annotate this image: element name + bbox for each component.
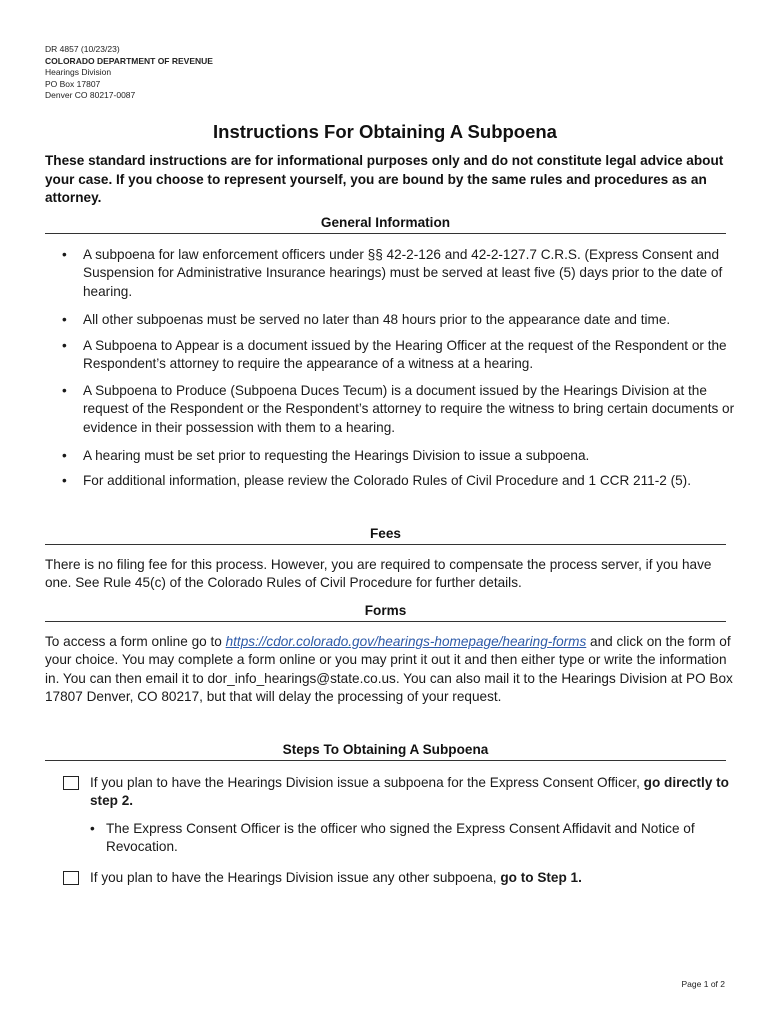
form-header bbox=[45, 44, 213, 102]
form-id: DR 4857 (10/23/23) bbox=[45, 44, 120, 54]
po-box: PO Box 17807 bbox=[45, 78, 101, 89]
bullet-icon: • bbox=[62, 247, 67, 262]
page-number: Page 1 of 2 bbox=[681, 979, 725, 989]
list-item: • All other subpoenas must be served no later than 48 hours prior to the appearance date and time. bbox=[45, 311, 735, 329]
list-item: • A hearing must be set prior to requesting the Hearings Division to issue a subpoena. bbox=[45, 447, 735, 465]
fees-text: There is no filing fee for this process. However, you are required to compensate the process server, if you have one. See Rule 45(c) of the Colorado Rules of Civil Procedure for further details. bbox=[45, 557, 712, 591]
intro-disclaimer: These standard instructions are for informational purposes only and do not constitute legal advice about your case. If you choose to represent yourself, you are bound by the same rules and procedures as an attorney. bbox=[45, 153, 724, 205]
bullet-icon: • bbox=[62, 383, 67, 398]
city-line: Denver CO 80217-0087 bbox=[45, 90, 136, 101]
forms-heading: Forms bbox=[45, 602, 726, 622]
fees-heading: Fees bbox=[45, 525, 726, 545]
bullet-icon: • bbox=[62, 473, 67, 488]
bullet-icon: • bbox=[62, 338, 67, 353]
document-page: DR 4857 (10/23/23) COLORADO DEPARTMENT OF REVENUE Hearings Division PO Box 17807 Denver CO 80217-0087 Instructions For Obtaining A Subpoena These standard instructions are for informational purposes only and do not constitute legal advice about your case. If you choose to represent yourself, you are bound by the same rules and procedures as an attorney. General Information • A subpoena for law enforcement officers under §§ 42-2-126 and 42-2-127.7 C.R.S. (Express Consent and Suspension for Administrative Insurance hearings) must be served at least five (5) days prior to the date of hearing. • All other subpoenas must be served no later than 48 hours prior to the appearance date and time. • A Subpoena to Appear is a document issued by the Hearing Officer at the request of the Respondent or the Respondent’s attorney to require the appearance of a witness at a hearing. • A Subpoena to Produce (Subpoena Duces Tecum) is a document issued by the Hearings Division at the request of the Respondent or the Respondent’s attorney to require the witness to bring certain documents or evidence in their possession with them to a hearing. • A hearing must be set prior to requesting the Hearings Division to issue a subpoena. • For additional information, please review the Colorado Rules of Civil Procedure and 1 CCR 211-2 (5). Fees There is no filing fee for this process. However, you are required to compensate the process server, if you have one. See Rule 45(c) of the Colorado Rules of Civil Procedure for further details. Forms To access a form online go to https://cdor.colorado.gov/hearings-homepage/hearing-forms and click on the form of your choice. You may complete a form online or you may print it out it and then either type or write the information in. You can then email it to dor_info_hearings@state.co.us. You can also mail it to the Hearings Division at PO Box 17807 Denver, CO 80217, but that will delay the processing of your request. Steps To Obtaining A Subpoena If you plan to have the Hearings Division issue a subpoena for the Express Consent Officer, go directly to step 2. • The Express Consent Officer is the officer who signed the Express Consent Affidavit and Notice of Revocation. If you plan to have the Hearings Division issue any other subpoena, go to Step 1. Page 1 of 2 bbox=[0, 0, 770, 1024]
list-item: • A Subpoena to Produce (Subpoena Duces Tecum) is a document issued by the Hearings Division at the request of the Respondent or the Respondent’s attorney to require the witness to bring certain documents or evidence in their possession with them to a hearing. bbox=[62, 383, 735, 435]
hearing-forms-link[interactable]: https://cdor.colorado.gov/hearings-homepage/hearing-forms bbox=[225, 634, 587, 649]
bullet-icon: • bbox=[62, 448, 67, 463]
express-consent-note: • The Express Consent Officer is the officer who signed the Express Consent Affidavit and Notice of Revocation. bbox=[90, 821, 695, 855]
steps-heading: Steps To Obtaining A Subpoena bbox=[45, 741, 726, 761]
list-item: • For additional information, please review the Colorado Rules of Civil Procedure and 1 CCR 211-2 (5). bbox=[45, 472, 735, 490]
other-subpoena-checkbox[interactable] bbox=[63, 871, 79, 885]
list-item: • A Subpoena to Appear is a document issued by the Hearing Officer at the request of the Respondent or the Respondent’s attorney to require the appearance of a witness at a hearing. bbox=[62, 338, 727, 372]
division-name: Hearings Division bbox=[45, 67, 112, 78]
page-title: Instructions For Obtaining A Subpoena bbox=[213, 121, 557, 142]
general-information-heading: General Information bbox=[45, 214, 726, 234]
forms-text: To access a form online go to https://cdor.colorado.gov/hearings-homepage/hearing-forms and click on the form of your choice. You may complete a form online or you may print it out it and then either type or write the information in. You can then email it to dor_info_hearings@state.co.us. You can also mail it to the Hearings Division at PO Box 17807 Denver, CO 80217, but that will delay the processing of your request. bbox=[45, 634, 733, 705]
department-name: COLORADO DEPARTMENT OF REVENUE bbox=[45, 55, 213, 66]
list-item: • A subpoena for law enforcement officers under §§ 42-2-126 and 42-2-127.7 C.R.S. (Express Consent and Suspension for Administrative Insurance hearings) must be served at least five (5) days prior to the date of hearing. bbox=[62, 247, 723, 299]
express-consent-checkbox[interactable] bbox=[63, 776, 79, 790]
bullet-icon: • bbox=[90, 821, 95, 836]
bullet-icon: • bbox=[62, 312, 67, 327]
